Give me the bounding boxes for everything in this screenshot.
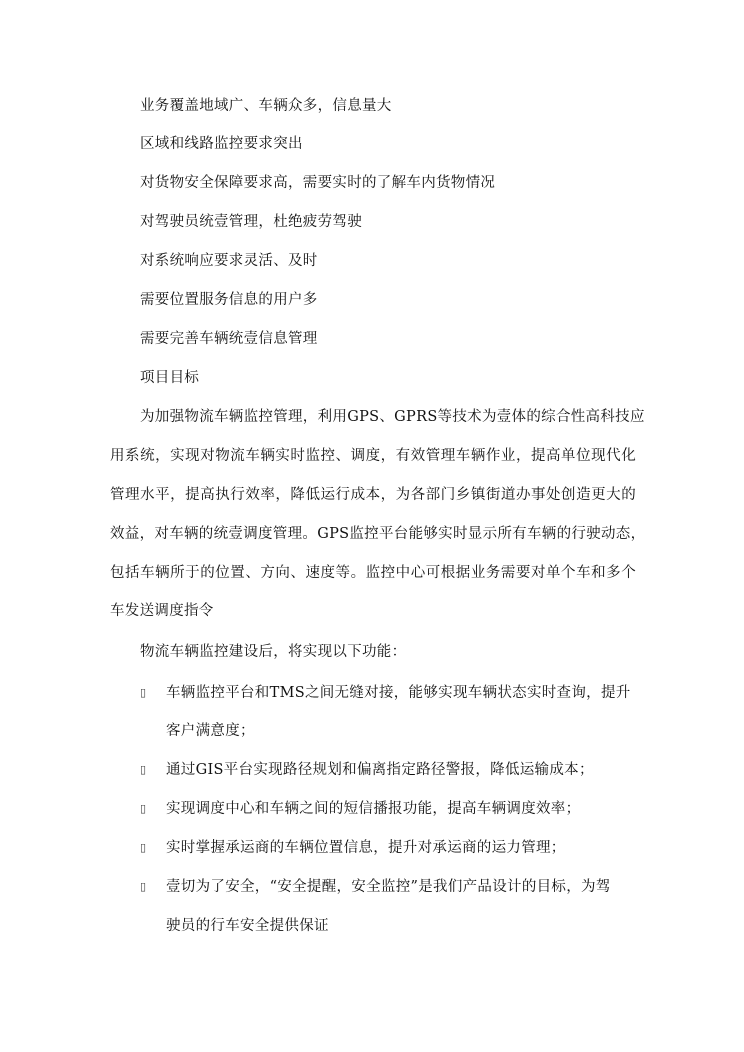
paragraph-line: 管理水平，提高执行效率，降低运行成本，为各部门乡镇街道办事处创造更大的 [110,487,636,503]
function-item-line: 壹切为了安全，“安全提醒，安全监控”是我们产品设计的目标，为驾 [166,879,611,895]
paragraph-line: 用系统，实现对物流车辆实时监控、调度，有效管理车辆作业，提高单位现代化 [110,448,636,464]
paragraph-line: 包括车辆所于的位置、方向、速度等。监控中心可根据业务需要对单个车和多个 [110,565,636,581]
function-item-line: 驶员的行车安全提供保证 [166,918,329,934]
missing-glyph-icon: ▯ [140,880,147,893]
requirement-line: 对货物安全保障要求高，需要实时的了解车内货物情况 [140,175,496,191]
function-item-line: 实现调度中心和车辆之间的短信播报功能，提高车辆调度效率； [166,801,581,817]
function-item-line: 车辆监控平台和TMS之间无缝对接，能够实现车辆状态实时查询，提升 [166,685,631,701]
function-item-line: 通过GIS平台实现路径规划和偏离指定路径警报，降低运输成本； [166,762,594,778]
requirement-line: 区域和线路监控要求突出 [140,136,303,152]
requirement-line: 需要位置服务信息的用户多 [140,292,318,308]
paragraph-line: 效益，对车辆的统壹调度管理。GPS监控平台能够实时显示所有车辆的行驶动态， [110,526,646,542]
function-item-line: 客户满意度； [166,723,255,739]
missing-glyph-icon: ▯ [140,686,147,699]
requirement-line: 对驾驶员统壹管理，杜绝疲劳驾驶 [140,214,362,230]
missing-glyph-icon: ▯ [140,841,147,854]
paragraph-line: 车发送调度指令 [110,603,214,619]
section-heading: 项目目标 [140,370,200,386]
requirement-line: 对系统响应要求灵活、及时 [140,253,318,269]
function-item-line: 实时掌握承运商的车辆位置信息，提升对承运商的运力管理； [166,840,566,856]
missing-glyph-icon: ▯ [140,763,147,776]
functions-intro: 物流车辆监控建设后，将实现以下功能： [140,644,407,660]
requirement-line: 需要完善车辆统壹信息管理 [140,331,318,347]
paragraph-line: 为加强物流车辆监控管理，利用GPS、GPRS等技术为壹体的综合性高科技应 [140,409,645,425]
missing-glyph-icon: ▯ [140,802,147,815]
requirement-line: 业务覆盖地域广、车辆众多，信息量大 [140,98,392,114]
